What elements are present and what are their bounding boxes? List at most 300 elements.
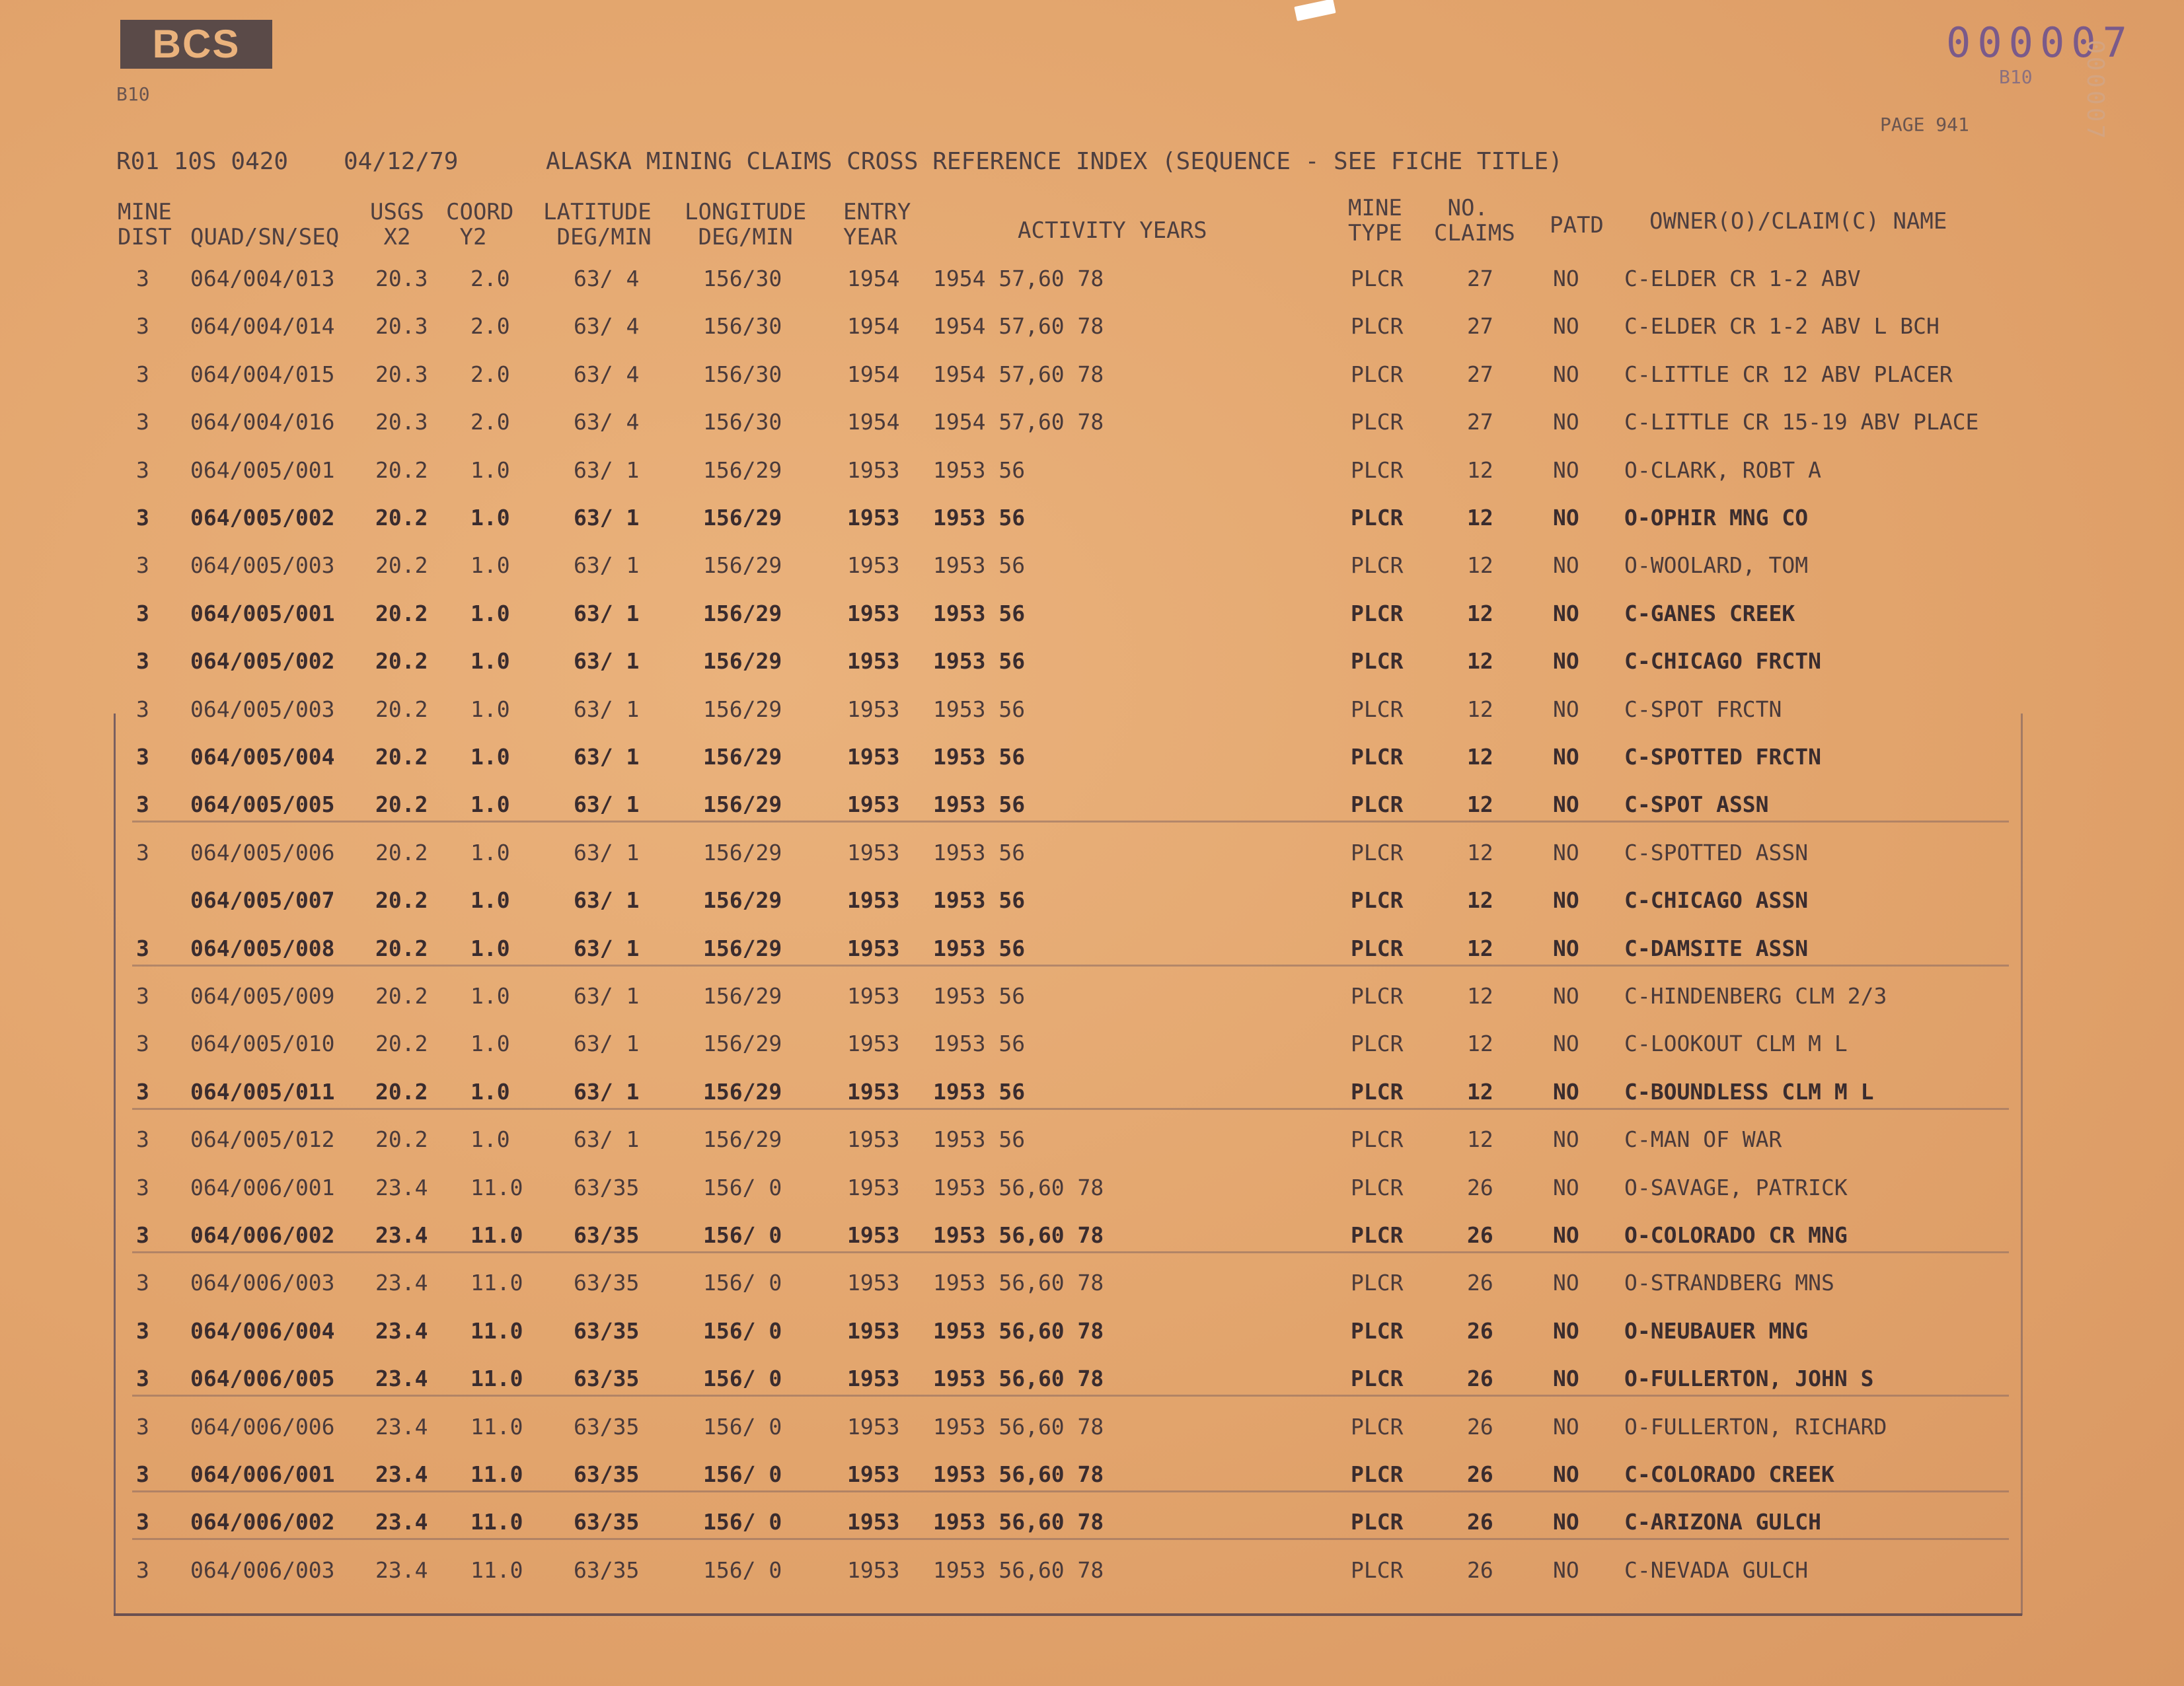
cell-quad: 064/005/001 <box>190 600 335 626</box>
cell-patd: NO <box>1553 744 1579 770</box>
frame-right-line <box>2021 714 2023 1615</box>
cell-dist: 3 <box>136 696 149 722</box>
cell-entry: 1953 <box>847 1461 900 1487</box>
cell-quad: 064/006/003 <box>190 1270 335 1296</box>
cell-owner: O-CLARK, ROBT A <box>1624 457 1822 483</box>
cell-lat: 63/35 <box>574 1509 640 1535</box>
cell-dist: 3 <box>136 313 149 340</box>
cell-claims: 12 <box>1467 935 1493 961</box>
cell-lon: 156/ 0 <box>703 1413 782 1440</box>
page-number: PAGE 941 <box>1880 114 1969 135</box>
cell-dist: 3 <box>136 1031 149 1057</box>
cell-claims: 12 <box>1467 552 1493 579</box>
cell-x2: 23.4 <box>375 1270 428 1296</box>
cell-activity: 1953 56,60 78 <box>933 1222 1104 1248</box>
table-row <box>0 648 2184 694</box>
cell-dist: 3 <box>136 935 149 961</box>
paper-tear <box>1294 0 1336 21</box>
cell-quad: 064/005/010 <box>190 1031 335 1057</box>
cell-patd: NO <box>1553 1366 1579 1392</box>
cell-lat: 63/35 <box>574 1413 640 1440</box>
cell-activity: 1953 56 <box>933 600 1026 626</box>
cell-owner: O-STRANDBERG MNS <box>1624 1270 1834 1296</box>
cell-lat: 63/ 1 <box>574 744 640 770</box>
cell-lat: 63/ 1 <box>574 1031 640 1057</box>
cell-y2: 1.0 <box>471 744 510 770</box>
cell-patd: NO <box>1553 1317 1579 1344</box>
cell-entry: 1953 <box>847 887 900 914</box>
cell-y2: 1.0 <box>471 1031 510 1057</box>
cell-lon: 156/29 <box>703 457 782 483</box>
cell-entry: 1953 <box>847 648 900 675</box>
frame-left-line <box>114 714 116 1615</box>
cell-x2: 20.2 <box>375 648 428 675</box>
cell-lon: 156/30 <box>703 361 782 387</box>
cell-entry: 1953 <box>847 505 900 531</box>
cell-lat: 63/ 1 <box>574 552 640 579</box>
cell-lon: 156/29 <box>703 648 782 675</box>
cell-entry: 1953 <box>847 1222 900 1248</box>
cell-y2: 11.0 <box>471 1174 523 1200</box>
col-latitude: LATITUDE DEG/MIN <box>543 199 652 250</box>
cell-y2: 1.0 <box>471 600 510 626</box>
cell-claims: 27 <box>1467 266 1493 291</box>
cell-patd: NO <box>1553 696 1579 722</box>
cell-type: PLCR <box>1351 313 1404 340</box>
cell-entry: 1953 <box>847 1174 900 1200</box>
col-usgs-x2: USGS X2 <box>370 199 424 250</box>
col-activity-years: ACTIVITY YEARS <box>1018 217 1207 244</box>
code-left: B10 <box>116 83 150 105</box>
cell-lat: 63/35 <box>574 1317 640 1344</box>
cell-owner: C-GANES CREEK <box>1624 600 1795 626</box>
cell-patd: NO <box>1553 648 1579 675</box>
table-row <box>0 983 2184 1029</box>
cell-claims: 12 <box>1467 1031 1493 1057</box>
cell-lat: 63/ 4 <box>574 266 640 291</box>
cell-owner: C-COLORADO CREEK <box>1624 1461 1834 1487</box>
cell-activity: 1953 56 <box>933 1078 1026 1105</box>
col-longitude: LONGITUDE DEG/MIN <box>685 199 807 250</box>
cell-lat: 63/35 <box>574 1557 640 1583</box>
cell-activity: 1953 56 <box>933 791 1026 818</box>
cell-entry: 1953 <box>847 935 900 961</box>
cell-x2: 20.2 <box>375 696 428 722</box>
cell-quad: 064/005/002 <box>190 648 335 675</box>
cell-claims: 27 <box>1467 409 1493 435</box>
cell-owner: C-HINDENBERG CLM 2/3 <box>1624 983 1887 1009</box>
cell-type: PLCR <box>1351 1557 1404 1583</box>
cell-activity: 1953 56,60 78 <box>933 1174 1104 1200</box>
cell-quad: 064/006/002 <box>190 1509 335 1535</box>
cell-x2: 20.2 <box>375 1126 428 1153</box>
cell-claims: 26 <box>1467 1461 1493 1487</box>
cell-quad: 064/005/001 <box>190 457 335 483</box>
cell-activity: 1953 56 <box>933 505 1026 531</box>
cell-owner: C-LITTLE CR 12 ABV PLACER <box>1624 361 1953 387</box>
table-row <box>0 1031 2184 1077</box>
cell-lat: 63/35 <box>574 1270 640 1296</box>
cell-x2: 20.2 <box>375 887 428 914</box>
cell-x2: 20.2 <box>375 1078 428 1105</box>
cell-entry: 1954 <box>847 361 900 387</box>
table-row <box>0 552 2184 599</box>
cell-entry: 1953 <box>847 1078 900 1105</box>
cell-claims: 12 <box>1467 505 1493 531</box>
table-row <box>0 935 2184 982</box>
cell-dist: 3 <box>136 1366 149 1392</box>
cell-x2: 20.2 <box>375 935 428 961</box>
cell-owner: O-WOOLARD, TOM <box>1624 552 1809 579</box>
cell-type: PLCR <box>1351 505 1404 531</box>
cell-entry: 1953 <box>847 1366 900 1392</box>
cell-y2: 2.0 <box>471 409 510 435</box>
cell-entry: 1953 <box>847 839 900 865</box>
cell-owner: C-BOUNDLESS CLM M L <box>1624 1078 1874 1105</box>
cell-owner: O-FULLERTON, RICHARD <box>1624 1413 1887 1440</box>
cell-x2: 23.4 <box>375 1461 428 1487</box>
cell-activity: 1953 56,60 78 <box>933 1461 1104 1487</box>
cell-activity: 1953 56 <box>933 744 1026 770</box>
cell-y2: 11.0 <box>471 1317 523 1344</box>
cell-dist: 3 <box>136 1413 149 1440</box>
cell-owner: C-MAN OF WAR <box>1624 1126 1782 1153</box>
cell-quad: 064/006/001 <box>190 1174 335 1200</box>
table-row <box>0 505 2184 551</box>
cell-quad: 064/004/016 <box>190 409 335 435</box>
cell-owner: C-SPOTTED FRCTN <box>1624 744 1822 770</box>
cell-activity: 1953 56 <box>933 552 1026 579</box>
cell-type: PLCR <box>1351 1366 1404 1392</box>
cell-lat: 63/35 <box>574 1461 640 1487</box>
cell-dist: 3 <box>136 648 149 675</box>
cell-owner: O-COLORADO CR MNG <box>1624 1222 1848 1248</box>
cell-x2: 23.4 <box>375 1222 428 1248</box>
cell-activity: 1953 56,60 78 <box>933 1270 1104 1296</box>
cell-dist: 3 <box>136 839 149 865</box>
cell-lon: 156/29 <box>703 744 782 770</box>
cell-quad: 064/005/006 <box>190 839 335 865</box>
cell-lat: 63/ 1 <box>574 505 640 531</box>
cell-type: PLCR <box>1351 1031 1404 1057</box>
cell-activity: 1953 56 <box>933 1126 1026 1153</box>
col-coord-y2: COORD Y2 <box>446 199 514 250</box>
table-row <box>0 791 2184 838</box>
cell-x2: 20.3 <box>375 361 428 387</box>
cell-quad: 064/005/004 <box>190 744 335 770</box>
cell-lat: 63/ 1 <box>574 983 640 1009</box>
cell-lat: 63/ 1 <box>574 839 640 865</box>
cell-entry: 1953 <box>847 1031 900 1057</box>
cell-claims: 12 <box>1467 1078 1493 1105</box>
report-date: 04/12/79 <box>344 148 459 175</box>
cell-activity: 1953 56 <box>933 983 1026 1009</box>
cell-patd: NO <box>1553 1557 1579 1583</box>
cell-lat: 63/35 <box>574 1174 640 1200</box>
cell-type: PLCR <box>1351 552 1404 579</box>
cell-lat: 63/ 4 <box>574 313 640 340</box>
cell-entry: 1953 <box>847 744 900 770</box>
cell-entry: 1953 <box>847 457 900 483</box>
cell-claims: 12 <box>1467 744 1493 770</box>
cell-claims: 26 <box>1467 1174 1493 1200</box>
cell-quad: 064/006/001 <box>190 1461 335 1487</box>
cell-activity: 1953 56 <box>933 648 1026 675</box>
cell-type: PLCR <box>1351 791 1404 818</box>
cell-x2: 20.3 <box>375 266 428 291</box>
cell-type: PLCR <box>1351 696 1404 722</box>
cell-y2: 11.0 <box>471 1270 523 1296</box>
cell-lon: 156/29 <box>703 1078 782 1105</box>
cell-patd: NO <box>1553 600 1579 626</box>
cell-entry: 1953 <box>847 600 900 626</box>
cell-patd: NO <box>1553 1270 1579 1296</box>
cell-type: PLCR <box>1351 935 1404 961</box>
cell-claims: 27 <box>1467 361 1493 387</box>
underline-rule <box>132 965 2009 967</box>
cell-entry: 1953 <box>847 1317 900 1344</box>
cell-entry: 1953 <box>847 983 900 1009</box>
cell-lat: 63/ 1 <box>574 600 640 626</box>
col-quad: QUAD/SN/SEQ <box>190 224 340 250</box>
cell-lon: 156/29 <box>703 552 782 579</box>
cell-x2: 20.2 <box>375 505 428 531</box>
cell-patd: NO <box>1553 1461 1579 1487</box>
cell-type: PLCR <box>1351 1270 1404 1296</box>
cell-lon: 156/ 0 <box>703 1174 782 1200</box>
cell-type: PLCR <box>1351 1126 1404 1153</box>
cell-dist: 3 <box>136 266 149 291</box>
cell-quad: 064/005/002 <box>190 505 335 531</box>
cell-activity: 1953 56 <box>933 839 1026 865</box>
cell-type: PLCR <box>1351 1078 1404 1105</box>
cell-entry: 1953 <box>847 552 900 579</box>
table-row <box>0 696 2184 743</box>
cell-owner: C-NEVADA GULCH <box>1624 1557 1809 1583</box>
table-row <box>0 1414 2184 1460</box>
cell-patd: NO <box>1553 266 1579 291</box>
cell-type: PLCR <box>1351 744 1404 770</box>
cell-entry: 1953 <box>847 1509 900 1535</box>
cell-x2: 20.3 <box>375 409 428 435</box>
cell-lat: 63/ 1 <box>574 791 640 818</box>
table-row <box>0 1366 2184 1412</box>
cell-lon: 156/ 0 <box>703 1366 782 1392</box>
cell-lon: 156/29 <box>703 791 782 818</box>
underline-rule <box>132 1395 2009 1397</box>
cell-lon: 156/ 0 <box>703 1270 782 1296</box>
cell-y2: 1.0 <box>471 935 510 961</box>
cell-x2: 23.4 <box>375 1366 428 1392</box>
cell-patd: NO <box>1553 409 1579 435</box>
cell-quad: 064/006/004 <box>190 1317 335 1344</box>
cell-owner: C-ELDER CR 1-2 ABV L BCH <box>1624 313 1939 340</box>
cell-x2: 23.4 <box>375 1174 428 1200</box>
cell-claims: 26 <box>1467 1317 1493 1344</box>
col-owner-name: OWNER(O)/CLAIM(C) NAME <box>1649 208 1947 235</box>
table-row <box>0 1509 2184 1555</box>
cell-entry: 1953 <box>847 1270 900 1296</box>
table-row <box>0 840 2184 886</box>
col-patd: PATD <box>1550 212 1604 238</box>
table-row <box>0 1461 2184 1508</box>
table-row <box>0 1126 2184 1173</box>
cell-claims: 26 <box>1467 1270 1493 1296</box>
document-number: 000007 <box>1946 18 2134 67</box>
cell-lon: 156/29 <box>703 887 782 914</box>
cell-lat: 63/35 <box>574 1222 640 1248</box>
cell-activity: 1954 57,60 78 <box>933 313 1104 340</box>
cell-activity: 1953 56 <box>933 457 1026 483</box>
cell-lat: 63/ 1 <box>574 696 640 722</box>
cell-type: PLCR <box>1351 1509 1404 1535</box>
cell-y2: 11.0 <box>471 1509 523 1535</box>
cell-claims: 12 <box>1467 1126 1493 1153</box>
cell-lat: 63/ 1 <box>574 648 640 675</box>
cell-claims: 12 <box>1467 648 1493 675</box>
cell-patd: NO <box>1553 887 1579 914</box>
cell-x2: 20.2 <box>375 839 428 865</box>
report-title: ALASKA MINING CLAIMS CROSS REFERENCE INDEX (SEQUENCE - SEE FICHE TITLE) <box>546 148 1563 175</box>
cell-quad: 064/004/014 <box>190 313 335 340</box>
cell-type: PLCR <box>1351 266 1404 291</box>
cell-patd: NO <box>1553 1174 1579 1200</box>
cell-dist: 3 <box>136 1270 149 1296</box>
cell-x2: 20.2 <box>375 983 428 1009</box>
cell-dist: 3 <box>136 1461 149 1487</box>
cell-lat: 63/ 1 <box>574 1126 640 1153</box>
cell-patd: NO <box>1553 1031 1579 1057</box>
cell-quad: 064/004/015 <box>190 361 335 387</box>
cell-activity: 1953 56 <box>933 1031 1026 1057</box>
cell-y2: 1.0 <box>471 839 510 865</box>
cell-lon: 156/29 <box>703 1031 782 1057</box>
report-id: R01 10S 0420 <box>116 148 289 175</box>
table-row <box>0 601 2184 647</box>
cell-claims: 12 <box>1467 791 1493 818</box>
cell-dist: 3 <box>136 744 149 770</box>
cell-quad: 064/005/007 <box>190 887 335 914</box>
cell-y2: 1.0 <box>471 696 510 722</box>
cell-dist: 3 <box>136 361 149 387</box>
cell-type: PLCR <box>1351 1174 1404 1200</box>
table-row <box>0 1318 2184 1364</box>
cell-quad: 064/004/013 <box>190 266 335 291</box>
cell-owner: C-CHICAGO ASSN <box>1624 887 1809 914</box>
cell-y2: 1.0 <box>471 1078 510 1105</box>
cell-owner: C-LITTLE CR 15-19 ABV PLACE <box>1624 409 1979 435</box>
cell-entry: 1954 <box>847 313 900 340</box>
cell-type: PLCR <box>1351 887 1404 914</box>
cell-y2: 11.0 <box>471 1222 523 1248</box>
cell-owner: C-LOOKOUT CLM M L <box>1624 1031 1848 1057</box>
cell-owner: C-ARIZONA GULCH <box>1624 1509 1822 1535</box>
cell-dist: 3 <box>136 1078 149 1105</box>
cell-lon: 156/29 <box>703 983 782 1009</box>
cell-patd: NO <box>1553 457 1579 483</box>
table-row <box>0 887 2184 934</box>
cell-claims: 26 <box>1467 1366 1493 1392</box>
cell-x2: 20.2 <box>375 744 428 770</box>
cell-x2: 20.2 <box>375 552 428 579</box>
cell-quad: 064/005/009 <box>190 983 335 1009</box>
cell-dist: 3 <box>136 1174 149 1200</box>
cell-claims: 12 <box>1467 457 1493 483</box>
frame-bottom-line <box>114 1613 2022 1616</box>
cell-x2: 20.3 <box>375 313 428 340</box>
table-row <box>0 313 2184 359</box>
cell-y2: 1.0 <box>471 791 510 818</box>
underline-rule <box>132 1251 2009 1253</box>
underline-rule <box>132 1108 2009 1110</box>
cell-activity: 1953 56 <box>933 935 1026 961</box>
cell-claims: 26 <box>1467 1509 1493 1535</box>
cell-quad: 064/005/008 <box>190 935 335 961</box>
cell-entry: 1954 <box>847 409 900 435</box>
cell-patd: NO <box>1553 1222 1579 1248</box>
cell-type: PLCR <box>1351 648 1404 675</box>
col-entry-year: ENTRY YEAR <box>843 199 911 250</box>
cell-type: PLCR <box>1351 1413 1404 1440</box>
cell-activity: 1954 57,60 78 <box>933 409 1104 435</box>
cell-owner: C-DAMSITE ASSN <box>1624 935 1809 961</box>
cell-claims: 12 <box>1467 887 1493 914</box>
cell-lon: 156/29 <box>703 1126 782 1153</box>
cell-x2: 23.4 <box>375 1557 428 1583</box>
cell-dist: 3 <box>136 505 149 531</box>
cell-quad: 064/006/006 <box>190 1413 335 1440</box>
cell-y2: 11.0 <box>471 1366 523 1392</box>
cell-patd: NO <box>1553 983 1579 1009</box>
cell-lat: 63/ 4 <box>574 409 640 435</box>
cell-type: PLCR <box>1351 409 1404 435</box>
cell-activity: 1953 56,60 78 <box>933 1317 1104 1344</box>
cell-y2: 1.0 <box>471 1126 510 1153</box>
cell-owner: O-FULLERTON, JOHN S <box>1624 1366 1874 1392</box>
cell-lon: 156/ 0 <box>703 1509 782 1535</box>
cell-lon: 156/ 0 <box>703 1461 782 1487</box>
cell-x2: 20.2 <box>375 457 428 483</box>
cell-lat: 63/ 1 <box>574 1078 640 1105</box>
cell-claims: 12 <box>1467 839 1493 865</box>
cell-type: PLCR <box>1351 1222 1404 1248</box>
cell-dist: 3 <box>136 600 149 626</box>
cell-y2: 11.0 <box>471 1461 523 1487</box>
cell-dist: 3 <box>136 1509 149 1535</box>
cell-activity: 1954 57,60 78 <box>933 266 1104 291</box>
cell-claims: 27 <box>1467 313 1493 340</box>
cell-patd: NO <box>1553 1078 1579 1105</box>
cell-lon: 156/30 <box>703 409 782 435</box>
cell-quad: 064/005/011 <box>190 1078 335 1105</box>
cell-dist: 3 <box>136 552 149 579</box>
cell-type: PLCR <box>1351 983 1404 1009</box>
cell-lat: 63/ 4 <box>574 361 640 387</box>
cell-entry: 1953 <box>847 1413 900 1440</box>
document-number-sub: B10 <box>1999 66 2033 88</box>
cell-type: PLCR <box>1351 457 1404 483</box>
cell-dist: 3 <box>136 1222 149 1248</box>
cell-patd: NO <box>1553 361 1579 387</box>
cell-quad: 064/006/005 <box>190 1366 335 1392</box>
cell-patd: NO <box>1553 935 1579 961</box>
cell-lon: 156/30 <box>703 266 782 291</box>
cell-claims: 12 <box>1467 696 1493 722</box>
cell-patd: NO <box>1553 791 1579 818</box>
cell-dist: 3 <box>136 457 149 483</box>
cell-entry: 1953 <box>847 1557 900 1583</box>
cell-owner: O-SAVAGE, PATRICK <box>1624 1174 1848 1200</box>
